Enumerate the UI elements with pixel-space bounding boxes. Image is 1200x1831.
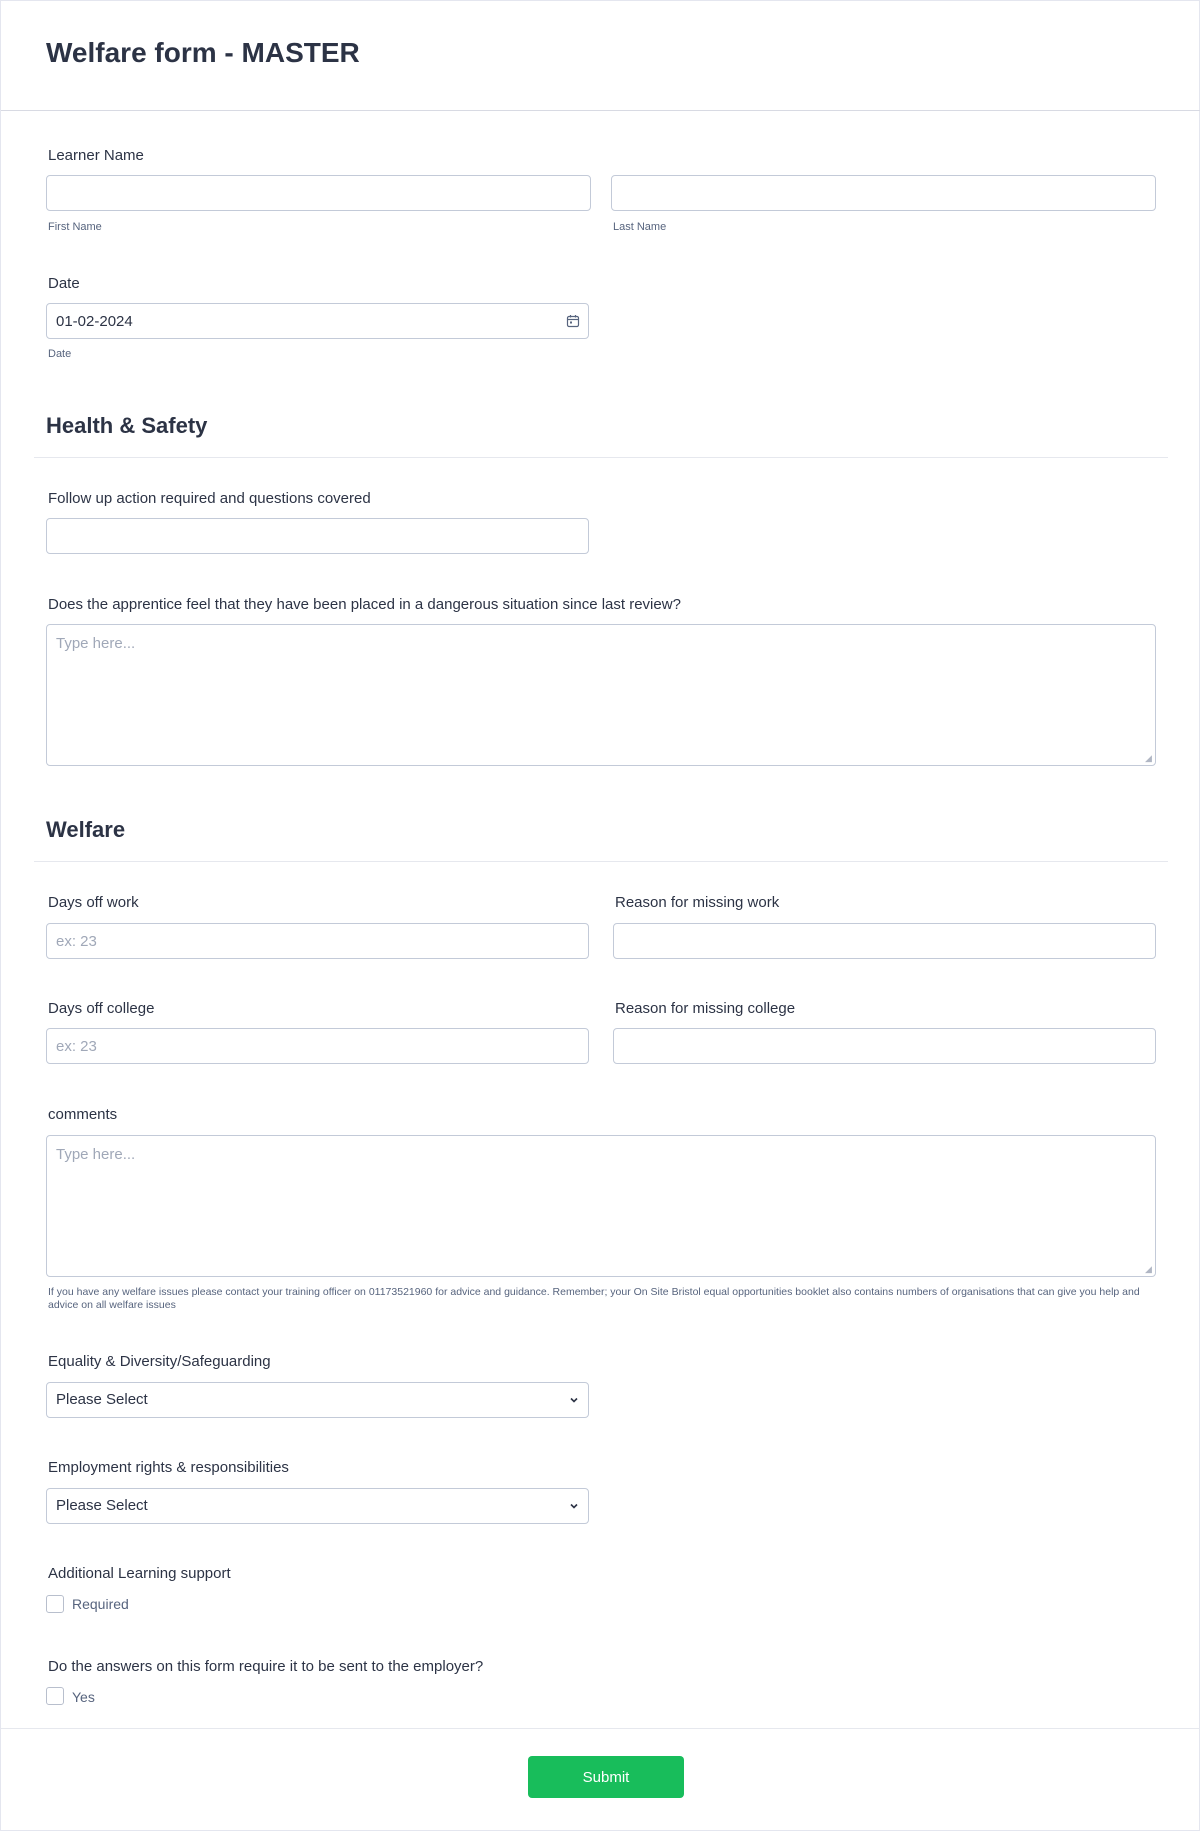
section-divider bbox=[34, 861, 1168, 862]
chevron-down-icon bbox=[568, 1394, 580, 1406]
reason-college-input[interactable] bbox=[613, 1028, 1156, 1064]
submit-button[interactable]: Submit bbox=[528, 1756, 684, 1798]
resize-grip-icon[interactable]: ◢ bbox=[1145, 1264, 1152, 1274]
days-off-work-label: Days off work bbox=[48, 894, 139, 911]
equality-selected-value: Please Select bbox=[56, 1391, 148, 1408]
learning-support-label: Additional Learning support bbox=[48, 1565, 231, 1582]
learner-name-label: Learner Name bbox=[48, 147, 144, 164]
follow-up-label: Follow up action required and questions covered bbox=[48, 490, 371, 507]
form-title: Welfare form - MASTER bbox=[46, 37, 360, 68]
date-sublabel: Date bbox=[48, 348, 72, 360]
days-off-college-label: Days off college bbox=[48, 1000, 155, 1017]
comments-label: comments bbox=[48, 1106, 118, 1123]
learning-support-option-label[interactable]: Required bbox=[72, 1596, 129, 1612]
employment-selected-value: Please Select bbox=[56, 1497, 148, 1514]
health-safety-heading: Health & Safety bbox=[46, 413, 208, 438]
danger-textarea[interactable] bbox=[46, 624, 1156, 766]
days-off-work-input[interactable] bbox=[46, 923, 589, 959]
reason-work-label: Reason for missing work bbox=[615, 894, 780, 911]
last-name-sublabel: Last Name bbox=[613, 221, 667, 233]
first-name-sublabel: First Name bbox=[48, 221, 102, 233]
form-header bbox=[1, 1, 1200, 111]
calendar-icon[interactable] bbox=[566, 314, 580, 328]
section-divider bbox=[34, 457, 1168, 458]
danger-label: Does the apprentice feel that they have been placed in a dangerous situation since last review? bbox=[48, 596, 681, 613]
reason-work-input[interactable] bbox=[613, 923, 1156, 959]
equality-select[interactable] bbox=[46, 1382, 589, 1418]
chevron-down-icon bbox=[568, 1500, 580, 1512]
resize-grip-icon[interactable]: ◢ bbox=[1145, 753, 1152, 763]
date-value: 01-02-2024 bbox=[56, 313, 133, 330]
date-label: Date bbox=[48, 275, 80, 292]
welfare-help-note: If you have any welfare issues please contact your training officer on 01173521960 for advice and guidance. Remember; your On Site Bristol equal opportunities booklet also contains numbers of organisations that can give you help and advice on all welfare issues bbox=[48, 1286, 1140, 1311]
date-input[interactable] bbox=[46, 303, 589, 339]
employer-checkbox[interactable] bbox=[46, 1687, 64, 1705]
employment-label: Employment rights & responsibilities bbox=[48, 1459, 289, 1476]
employer-option-label[interactable]: Yes bbox=[72, 1689, 95, 1705]
footer-divider bbox=[1, 1728, 1200, 1729]
employer-label: Do the answers on this form require it to be sent to the employer? bbox=[48, 1658, 484, 1675]
first-name-input[interactable] bbox=[46, 175, 591, 211]
follow-up-input[interactable] bbox=[46, 518, 589, 554]
learning-support-checkbox[interactable] bbox=[46, 1595, 64, 1613]
comments-textarea[interactable] bbox=[46, 1135, 1156, 1277]
last-name-input[interactable] bbox=[611, 175, 1156, 211]
employment-select[interactable] bbox=[46, 1488, 589, 1524]
days-off-college-input[interactable] bbox=[46, 1028, 589, 1064]
equality-label: Equality & Diversity/Safeguarding bbox=[48, 1353, 271, 1370]
welfare-heading: Welfare bbox=[46, 817, 126, 842]
reason-college-label: Reason for missing college bbox=[615, 1000, 796, 1017]
